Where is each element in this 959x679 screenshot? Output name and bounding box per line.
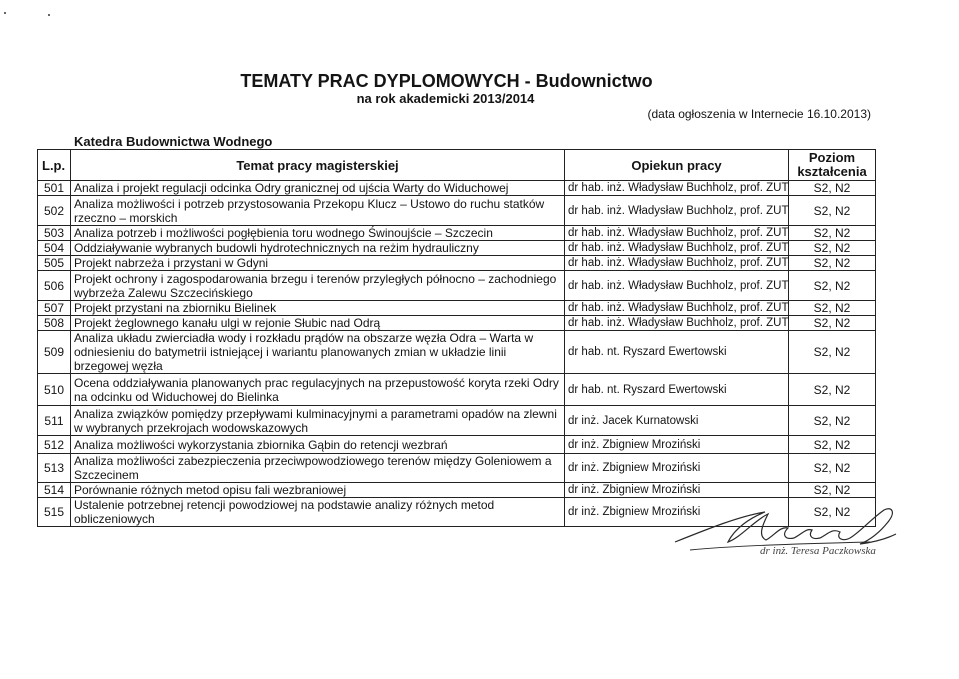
row-supervisor: dr hab. nt. Ryszard Ewertowski (565, 374, 789, 406)
row-number: 504 (38, 241, 71, 256)
row-supervisor: dr inż. Zbigniew Mroziński (565, 436, 789, 454)
row-topic: Projekt ochrony i zagospodarowania brzegu i terenów przyległych północno – zachodniego wybrzeża Zalewu Szczecińskiego (71, 271, 565, 301)
row-number: 503 (38, 226, 71, 241)
row-number: 502 (38, 196, 71, 226)
row-level: S2, N2 (789, 498, 876, 527)
row-supervisor: dr hab. inż. Władysław Buchholz, prof. ZUT (565, 181, 789, 196)
document-subtitle (0, 91, 959, 106)
row-number: 511 (38, 406, 71, 436)
row-level: S2, N2 (789, 483, 876, 498)
row-level: S2, N2 (789, 301, 876, 316)
table-row (38, 374, 876, 406)
row-topic: Ocena oddziaływania planowanych prac regulacyjnych na przepustowość koryta rzeki Odry na odcinku od Widuchowej do Bielinka (71, 374, 565, 406)
table-row (38, 241, 876, 256)
row-level: S2, N2 (789, 226, 876, 241)
row-topic: Analiza układu zwierciadła wody i rozkładu prądów na obszarze węzła Odra – Warta w odniesieniu do batymetrii istniejącej i wariantu planowanych zmian w układzie linii brzegowej węzła (71, 331, 565, 374)
row-number: 513 (38, 454, 71, 483)
row-topic: Ustalenie potrzebnej retencji powodziowej na podstawie analizy różnych metod obliczeniowych (71, 498, 565, 527)
document-subtitle-text: na rok akademicki 2013/2014 (356, 91, 535, 106)
table-row (38, 226, 876, 241)
row-number: 514 (38, 483, 71, 498)
row-topic: Projekt nabrzeża i przystani w Gdyni (71, 256, 565, 271)
row-level: S2, N2 (789, 331, 876, 374)
row-level: S2, N2 (789, 436, 876, 454)
row-level: S2, N2 (789, 406, 876, 436)
row-level: S2, N2 (789, 454, 876, 483)
row-topic: Analiza potrzeb i możliwości pogłębienia toru wodnego Świnoujście – Szczecin (71, 226, 565, 241)
row-topic: Analiza możliwości zabezpieczenia przeciwpowodziowego terenów między Goleniowem a Szczecinem (71, 454, 565, 483)
row-supervisor: dr inż. Jacek Kurnatowski (565, 406, 789, 436)
row-supervisor: dr hab. inż. Władysław Buchholz, prof. ZUT (565, 256, 789, 271)
row-topic: Analiza związków pomiędzy przepływami kulminacyjnymi a parametrami opadów na zlewni w wybranych przekrojach wodowskazowych (71, 406, 565, 436)
row-supervisor: dr hab. inż. Władysław Buchholz, prof. ZUT (565, 316, 789, 331)
row-number: 505 (38, 256, 71, 271)
document-title (0, 71, 959, 92)
row-level: S2, N2 (789, 256, 876, 271)
row-supervisor: dr inż. Zbigniew Mroziński (565, 483, 789, 498)
table-row (38, 483, 876, 498)
row-supervisor: dr hab. inż. Władysław Buchholz, prof. ZUT (565, 226, 789, 241)
table-row (38, 271, 876, 301)
department-heading: Katedra Budownictwa Wodnego (74, 134, 273, 149)
row-topic: Oddziaływanie wybranych budowli hydrotechnicznych na reżim hydrauliczny (71, 241, 565, 256)
row-number: 512 (38, 436, 71, 454)
table-row (38, 256, 876, 271)
table-row (38, 316, 876, 331)
header-topic: Temat pracy magisterskiej (71, 150, 565, 181)
row-level: S2, N2 (789, 181, 876, 196)
signature-image (670, 498, 900, 578)
announcement-date: (data ogłoszenia w Internecie 16.10.2013) (647, 107, 871, 121)
row-supervisor: dr inż. Zbigniew Mroziński (565, 454, 789, 483)
row-number: 508 (38, 316, 71, 331)
row-supervisor: dr hab. inż. Władysław Buchholz, prof. ZUT (565, 271, 789, 301)
row-number: 515 (38, 498, 71, 527)
row-level: S2, N2 (789, 241, 876, 256)
thesis-topics-table (37, 149, 876, 527)
row-supervisor: dr hab. nt. Ryszard Ewertowski (565, 331, 789, 374)
table-row (38, 301, 876, 316)
row-supervisor: dr hab. inż. Władysław Buchholz, prof. ZUT (565, 301, 789, 316)
scan-speck (48, 14, 50, 16)
table-row (38, 436, 876, 454)
row-number: 501 (38, 181, 71, 196)
row-supervisor: dr inż. Zbigniew Mroziński (565, 498, 789, 527)
table-header-row (38, 150, 876, 181)
row-level: S2, N2 (789, 316, 876, 331)
row-number: 509 (38, 331, 71, 374)
row-topic: Projekt przystani na zbiorniku Bielinek (71, 301, 565, 316)
row-supervisor: dr hab. inż. Władysław Buchholz, prof. ZUT (565, 196, 789, 226)
header-lp: L.p. (38, 150, 71, 181)
table-row (38, 181, 876, 196)
header-supervisor: Opiekun pracy (565, 150, 789, 181)
table-row (38, 196, 876, 226)
row-topic: Projekt żeglownego kanału ulgi w rejonie Słubic nad Odrą (71, 316, 565, 331)
scan-speck (4, 12, 6, 14)
row-level: S2, N2 (789, 374, 876, 406)
row-level: S2, N2 (789, 196, 876, 226)
row-number: 510 (38, 374, 71, 406)
row-topic: Analiza i projekt regulacji odcinka Odry granicznej od ujścia Warty do Widuchowej (71, 181, 565, 196)
row-topic: Porównanie różnych metod opisu fali wezbraniowej (71, 483, 565, 498)
row-topic: Analiza możliwości wykorzystania zbiornika Gąbin do retencji wezbrań (71, 436, 565, 454)
row-number: 506 (38, 271, 71, 301)
row-number: 507 (38, 301, 71, 316)
document-title-text: TEMATY PRAC DYPLOMOWYCH - Budownictwo (240, 71, 653, 91)
signatory-name: dr inż. Teresa Paczkowska (760, 545, 876, 557)
header-level: Poziom kształcenia (789, 150, 876, 181)
row-supervisor: dr hab. inż. Władysław Buchholz, prof. ZUT (565, 241, 789, 256)
table-row (38, 406, 876, 436)
table-row (38, 454, 876, 483)
row-topic: Analiza możliwości i potrzeb przystosowania Przekopu Klucz – Ustowo do ruchu statków rzeczno – morskich (71, 196, 565, 226)
table-row (38, 331, 876, 374)
row-level: S2, N2 (789, 271, 876, 301)
